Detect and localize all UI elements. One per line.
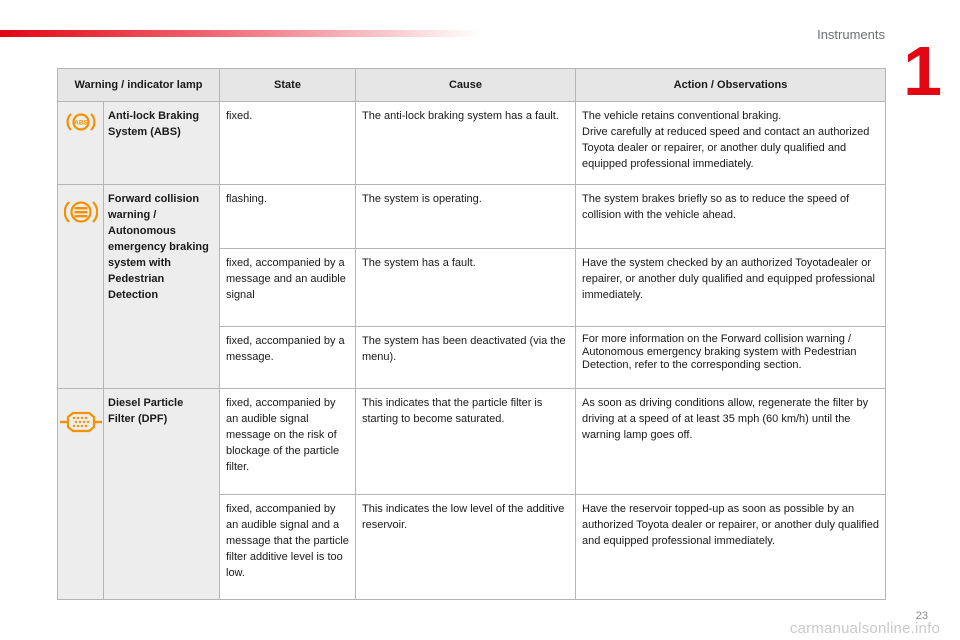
column-header-state: State [220, 69, 356, 102]
abs-warning-icon [65, 110, 97, 134]
table-row [58, 185, 886, 249]
cause-cell: The system has been deactivated (via the menu). [356, 327, 576, 389]
table-row [58, 102, 886, 185]
svg-text:ABS: ABS [73, 119, 88, 127]
state-cell: fixed, accompanied by a message and an audible signal [220, 249, 356, 327]
table-row [58, 389, 886, 495]
state-cell: fixed, accompanied by an audible signal and a message that the particle filter additive level is too low. [220, 495, 356, 600]
action-cell: Have the reservoir topped-up as soon as possible by an authorized Toyota dealer or repairer, or another duly qualified and equipped professional immediately. [576, 495, 886, 600]
forward-collision-warning-icon [64, 197, 98, 227]
page-number: 23 [915, 610, 928, 622]
state-cell: flashing. [220, 185, 356, 249]
column-header-cause: Cause [356, 69, 576, 102]
action-cell: The system brakes briefly so as to reduce the speed of collision with the vehicle ahead. [576, 185, 886, 249]
column-header-warning: Warning / indicator lamp [58, 69, 220, 102]
state-cell: fixed. [220, 102, 356, 185]
icon-cell [58, 389, 104, 600]
chapter-number: 1 [903, 32, 942, 110]
column-header-action: Action / Observations [576, 69, 886, 102]
cause-cell: The anti-lock braking system has a fault. [356, 102, 576, 185]
action-cell: The vehicle retains conventional braking. Drive carefully at reduced speed and contact an authorized Toyota dealer or repairer, or another duly qualified and equipped professional immediately. [576, 102, 886, 185]
cause-cell: The system is operating. [356, 185, 576, 249]
action-cell: For more information on the Forward collision warning / Autonomous emergency braking system with Pedestrian Detection, refer to the corresponding section. [576, 327, 886, 389]
cause-cell: This indicates the low level of the additive reservoir. [356, 495, 576, 600]
lamp-name: Anti-lock Braking System (ABS) [104, 102, 220, 185]
diesel-particle-filter-icon [59, 409, 103, 435]
warning-lamp-table [57, 68, 886, 600]
cause-cell: The system has a fault. [356, 249, 576, 327]
lamp-name: Forward collision warning / Autonomous emergency braking system with Pedestrian Detection [104, 185, 220, 389]
action-cell: As soon as driving conditions allow, regenerate the filter by driving at a speed of at least 35 mph (60 km/h) until the warning lamp goes off. [576, 389, 886, 495]
action-cell: Have the system checked by an authorized Toyotadealer or repairer, or another duly qualified and equipped professional immediately. [576, 249, 886, 327]
section-title: Instruments [817, 27, 885, 42]
lamp-name: Diesel Particle Filter (DPF) [104, 389, 220, 600]
icon-cell [58, 185, 104, 389]
watermark: carmanualsonline.info [789, 620, 940, 637]
icon-cell [58, 102, 104, 185]
state-cell: fixed, accompanied by an audible signal message on the risk of blockage of the particle filter. [220, 389, 356, 495]
table-header-row [58, 69, 886, 102]
header-accent-bar [0, 30, 480, 37]
cause-cell: This indicates that the particle filter is starting to become saturated. [356, 389, 576, 495]
state-cell: fixed, accompanied by a message. [220, 327, 356, 389]
